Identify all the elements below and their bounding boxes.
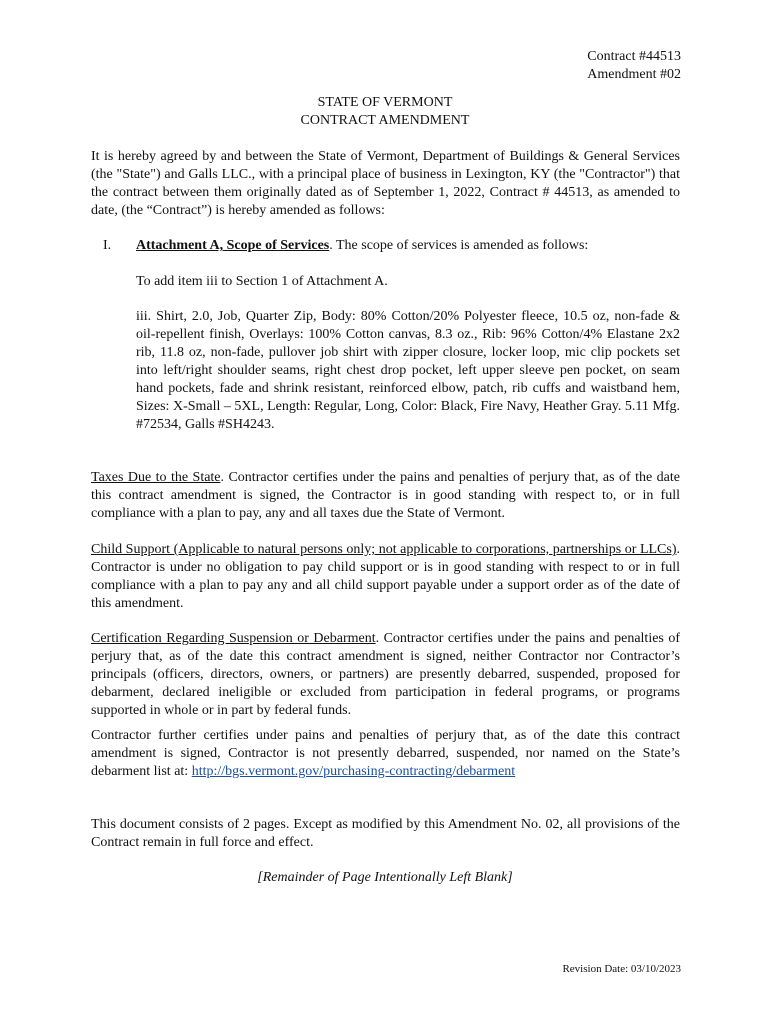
- debarment-further-text: Contractor further certifies under pains and penalties of perjury that, as of the date this contract amendment is signed, Contractor is not presently debarred, suspended, nor named on the State’s debarment list at:: [91, 728, 680, 779]
- debarment-further-paragraph: [91, 727, 680, 781]
- item-iii-paragraph: iii. Shirt, 2.0, Job, Quarter Zip, Body: 80% Cotton/20% Polyester fleece, 10.5 oz, non-fade & oil-repellent finish, Overlays: 100% Cotton canvas, 8.3 oz., Rib: 96% Cotton/4% Elastane 2x2 rib, 11.8 oz, non-fade, pullover job shirt with zipper closure, locker loop, mic clip pockets set into left/right shoulder seams, right chest drop pocket, left upper sleeve pen pocket, on seam hand pockets, fade and shrink resistant, reinforced elbow, patch, rib cuffs and waistband hem, Sizes: X-Small – 5XL, Length: Regular, Long, Color: Black, Fire Navy, Heather Gray. 5.11 Mfg. #72534, Galls #SH4243.: [136, 309, 680, 432]
- section-numeral: I.: [103, 238, 112, 253]
- section-1-heading: Attachment A, Scope of Services: [136, 238, 330, 253]
- contract-header: [587, 48, 681, 84]
- title-line-2: CONTRACT AMENDMENT: [300, 113, 470, 128]
- revision-date: Revision Date: 03/10/2023: [562, 963, 681, 975]
- section-1-heading-rest: . The scope of services is amended as follows:: [329, 238, 589, 253]
- title-line-1: STATE OF VERMONT: [317, 95, 453, 110]
- closing-paragraph: This document consists of 2 pages. Except as modified by this Amendment No. 02, all provisions of the Contract remain in full force and effect.: [91, 817, 680, 850]
- taxes-body: . Contractor certifies under the pains and penalties of perjury that, as of the date this contract amendment is signed, the Contractor is in good standing with respect to, or in full compliance with a plan to pay, any and all taxes due the State of Vermont.: [91, 470, 680, 521]
- debarment-list-link[interactable]: http://bgs.vermont.gov/purchasing-contracting/debarment: [191, 764, 516, 779]
- contract-number: Contract #44513: [587, 49, 681, 64]
- child-support-body: . Contractor is under no obligation to pay child support or is in good standing with respect to or in full compliance with a plan to pay any and all child support payable under a support order as of the date of this amendment.: [91, 542, 680, 611]
- taxes-paragraph: [91, 469, 680, 523]
- debarment-paragraph: [91, 630, 680, 720]
- document-title: [0, 94, 770, 130]
- taxes-heading: Taxes Due to the State: [91, 470, 221, 485]
- debarment-heading: Certification Regarding Suspension or Debarment: [91, 631, 376, 646]
- amendment-number: Amendment #02: [587, 67, 681, 82]
- child-support-heading: Child Support (Applicable to natural persons only; not applicable to corporations, partnerships or LLCs): [91, 542, 677, 557]
- section-1-heading-line: [136, 237, 680, 255]
- debarment-body: . Contractor certifies under the pains and penalties of perjury that, as of the date this contract amendment is signed, neither Contractor nor Contractor’s principals (officers, directors, owners, or partners) are presently debarred, suspended, proposed for debarment, declared ineligible or excluded from participation in federal programs, or programs supported in whole or in part by federal funds.: [91, 631, 680, 718]
- child-support-paragraph: [91, 541, 680, 613]
- intro-paragraph: It is hereby agreed by and between the State of Vermont, Department of Buildings & General Services (the "State") and Galls LLC., with a principal place of business in Lexington, KY (the "Contractor") that the contract between them originally dated as of September 1, 2022, Contract # 44513, as amended to date, (the “Contract”) is hereby amended as follows:: [91, 149, 680, 218]
- remainder-blank-note: [Remainder of Page Intentionally Left Blank]: [257, 870, 513, 885]
- section-1-sub-intro: To add item iii to Section 1 of Attachment A.: [136, 274, 388, 289]
